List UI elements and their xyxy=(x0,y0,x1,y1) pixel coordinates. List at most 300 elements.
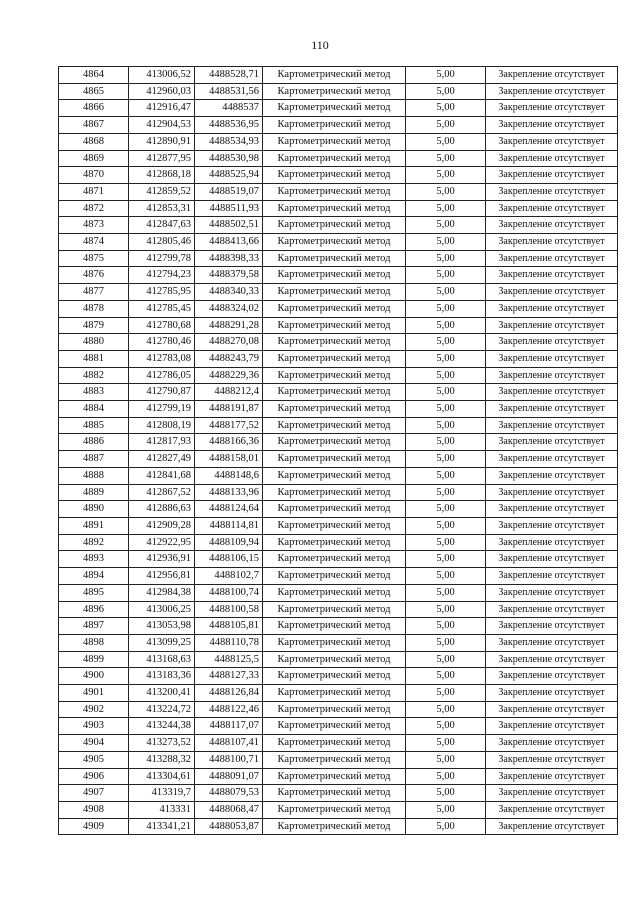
coordinate-y-cell: 4488243,79 xyxy=(195,350,263,367)
table-row xyxy=(59,668,618,685)
fixing-note-cell: Закрепление отсутствует xyxy=(486,183,618,200)
table-row xyxy=(59,334,618,351)
fixing-note-cell: Закрепление отсутствует xyxy=(486,67,618,84)
accuracy-cell: 5,00 xyxy=(406,618,486,635)
accuracy-cell: 5,00 xyxy=(406,651,486,668)
table-row xyxy=(59,217,618,234)
fixing-note-cell: Закрепление отсутствует xyxy=(486,150,618,167)
point-number-cell: 4874 xyxy=(59,234,129,251)
fixing-note-cell: Закрепление отсутствует xyxy=(486,735,618,752)
table-row xyxy=(59,267,618,284)
point-number-cell: 4873 xyxy=(59,217,129,234)
coordinate-y-cell: 4488100,74 xyxy=(195,584,263,601)
accuracy-cell: 5,00 xyxy=(406,300,486,317)
coordinate-x-cell: 412808,19 xyxy=(129,417,195,434)
method-cell: Картометрический метод xyxy=(263,217,406,234)
accuracy-cell: 5,00 xyxy=(406,367,486,384)
point-number-cell: 4887 xyxy=(59,451,129,468)
point-number-cell: 4904 xyxy=(59,735,129,752)
coordinate-x-cell: 413200,41 xyxy=(129,685,195,702)
accuracy-cell: 5,00 xyxy=(406,317,486,334)
table-row xyxy=(59,250,618,267)
method-cell: Картометрический метод xyxy=(263,467,406,484)
point-number-cell: 4890 xyxy=(59,501,129,518)
fixing-note-cell: Закрепление отсутствует xyxy=(486,701,618,718)
method-cell: Картометрический метод xyxy=(263,634,406,651)
table-row xyxy=(59,67,618,84)
coordinate-x-cell: 413183,36 xyxy=(129,668,195,685)
point-number-cell: 4876 xyxy=(59,267,129,284)
table-row xyxy=(59,685,618,702)
method-cell: Картометрический метод xyxy=(263,551,406,568)
fixing-note-cell: Закрепление отсутствует xyxy=(486,801,618,818)
point-number-cell: 4908 xyxy=(59,801,129,818)
method-cell: Картометрический метод xyxy=(263,534,406,551)
fixing-note-cell: Закрепление отсутствует xyxy=(486,350,618,367)
table-row xyxy=(59,701,618,718)
fixing-note-cell: Закрепление отсутствует xyxy=(486,234,618,251)
accuracy-cell: 5,00 xyxy=(406,83,486,100)
method-cell: Картометрический метод xyxy=(263,801,406,818)
coordinate-y-cell: 4488127,33 xyxy=(195,668,263,685)
table-row xyxy=(59,300,618,317)
coordinate-x-cell: 412956,81 xyxy=(129,568,195,585)
coordinate-y-cell: 4488091,07 xyxy=(195,768,263,785)
coordinate-y-cell: 4488100,71 xyxy=(195,751,263,768)
point-number-cell: 4884 xyxy=(59,401,129,418)
method-cell: Картометрический метод xyxy=(263,183,406,200)
coordinate-x-cell: 412909,28 xyxy=(129,517,195,534)
table-row xyxy=(59,718,618,735)
method-cell: Картометрический метод xyxy=(263,350,406,367)
fixing-note-cell: Закрепление отсутствует xyxy=(486,133,618,150)
coordinate-x-cell: 413304,61 xyxy=(129,768,195,785)
coordinate-x-cell: 412780,68 xyxy=(129,317,195,334)
method-cell: Картометрический метод xyxy=(263,434,406,451)
coordinate-x-cell: 412799,19 xyxy=(129,401,195,418)
coordinate-x-cell: 412960,03 xyxy=(129,83,195,100)
coordinate-y-cell: 4488537 xyxy=(195,100,263,117)
table-row xyxy=(59,584,618,601)
point-number-cell: 4892 xyxy=(59,534,129,551)
fixing-note-cell: Закрепление отсутствует xyxy=(486,785,618,802)
table-row xyxy=(59,534,618,551)
accuracy-cell: 5,00 xyxy=(406,534,486,551)
fixing-note-cell: Закрепление отсутствует xyxy=(486,300,618,317)
coordinate-y-cell: 4488531,56 xyxy=(195,83,263,100)
table-row xyxy=(59,618,618,635)
coordinate-y-cell: 4488110,78 xyxy=(195,634,263,651)
coordinate-y-cell: 4488502,51 xyxy=(195,217,263,234)
point-number-cell: 4902 xyxy=(59,701,129,718)
coordinate-y-cell: 4488105,81 xyxy=(195,618,263,635)
method-cell: Картометрический метод xyxy=(263,234,406,251)
point-number-cell: 4896 xyxy=(59,601,129,618)
coordinate-y-cell: 4488340,33 xyxy=(195,284,263,301)
accuracy-cell: 5,00 xyxy=(406,584,486,601)
coordinate-y-cell: 4488229,36 xyxy=(195,367,263,384)
method-cell: Картометрический метод xyxy=(263,83,406,100)
accuracy-cell: 5,00 xyxy=(406,701,486,718)
method-cell: Картометрический метод xyxy=(263,401,406,418)
accuracy-cell: 5,00 xyxy=(406,150,486,167)
table-row xyxy=(59,651,618,668)
method-cell: Картометрический метод xyxy=(263,517,406,534)
method-cell: Картометрический метод xyxy=(263,584,406,601)
point-number-cell: 4885 xyxy=(59,417,129,434)
point-number-cell: 4882 xyxy=(59,367,129,384)
accuracy-cell: 5,00 xyxy=(406,167,486,184)
coordinate-y-cell: 4488398,33 xyxy=(195,250,263,267)
method-cell: Картометрический метод xyxy=(263,200,406,217)
table-row xyxy=(59,200,618,217)
method-cell: Картометрический метод xyxy=(263,768,406,785)
coordinate-x-cell: 413006,52 xyxy=(129,67,195,84)
fixing-note-cell: Закрепление отсутствует xyxy=(486,501,618,518)
coordinate-x-cell: 412847,63 xyxy=(129,217,195,234)
table-row xyxy=(59,133,618,150)
point-number-cell: 4870 xyxy=(59,167,129,184)
point-number-cell: 4869 xyxy=(59,150,129,167)
coordinate-y-cell: 4488102,7 xyxy=(195,568,263,585)
method-cell: Картометрический метод xyxy=(263,701,406,718)
fixing-note-cell: Закрепление отсутствует xyxy=(486,384,618,401)
coordinate-y-cell: 4488291,28 xyxy=(195,317,263,334)
method-cell: Картометрический метод xyxy=(263,117,406,134)
method-cell: Картометрический метод xyxy=(263,451,406,468)
method-cell: Картометрический метод xyxy=(263,484,406,501)
coordinate-x-cell: 412904,53 xyxy=(129,117,195,134)
accuracy-cell: 5,00 xyxy=(406,501,486,518)
coordinate-x-cell: 412890,91 xyxy=(129,133,195,150)
accuracy-cell: 5,00 xyxy=(406,718,486,735)
table-row xyxy=(59,367,618,384)
point-number-cell: 4895 xyxy=(59,584,129,601)
table-row xyxy=(59,284,618,301)
coordinate-x-cell: 413288,32 xyxy=(129,751,195,768)
fixing-note-cell: Закрепление отсутствует xyxy=(486,117,618,134)
table-row xyxy=(59,467,618,484)
table-row xyxy=(59,551,618,568)
coordinate-x-cell: 412783,08 xyxy=(129,350,195,367)
coordinate-y-cell: 4488177,52 xyxy=(195,417,263,434)
point-number-cell: 4891 xyxy=(59,517,129,534)
fixing-note-cell: Закрепление отсутствует xyxy=(486,401,618,418)
point-number-cell: 4909 xyxy=(59,818,129,835)
method-cell: Картометрический метод xyxy=(263,618,406,635)
coordinate-y-cell: 4488511,93 xyxy=(195,200,263,217)
accuracy-cell: 5,00 xyxy=(406,735,486,752)
table-row xyxy=(59,484,618,501)
method-cell: Картометрический метод xyxy=(263,284,406,301)
fixing-note-cell: Закрепление отсутствует xyxy=(486,718,618,735)
point-number-cell: 4898 xyxy=(59,634,129,651)
coordinate-y-cell: 4488122,46 xyxy=(195,701,263,718)
coordinate-x-cell: 412785,45 xyxy=(129,300,195,317)
fixing-note-cell: Закрепление отсутствует xyxy=(486,551,618,568)
coordinate-x-cell: 413168,63 xyxy=(129,651,195,668)
table-row xyxy=(59,501,618,518)
point-number-cell: 4881 xyxy=(59,350,129,367)
fixing-note-cell: Закрепление отсутствует xyxy=(486,217,618,234)
table-row xyxy=(59,83,618,100)
fixing-note-cell: Закрепление отсутствует xyxy=(486,768,618,785)
table-row xyxy=(59,100,618,117)
accuracy-cell: 5,00 xyxy=(406,634,486,651)
method-cell: Картометрический метод xyxy=(263,367,406,384)
point-number-cell: 4880 xyxy=(59,334,129,351)
coordinate-x-cell: 412922,95 xyxy=(129,534,195,551)
coordinate-x-cell: 412859,52 xyxy=(129,183,195,200)
accuracy-cell: 5,00 xyxy=(406,217,486,234)
method-cell: Картометрический метод xyxy=(263,300,406,317)
table-row xyxy=(59,818,618,835)
point-number-cell: 4886 xyxy=(59,434,129,451)
accuracy-cell: 5,00 xyxy=(406,801,486,818)
accuracy-cell: 5,00 xyxy=(406,350,486,367)
point-number-cell: 4883 xyxy=(59,384,129,401)
coordinate-x-cell: 412786,05 xyxy=(129,367,195,384)
point-number-cell: 4894 xyxy=(59,568,129,585)
accuracy-cell: 5,00 xyxy=(406,284,486,301)
point-number-cell: 4864 xyxy=(59,67,129,84)
table-row xyxy=(59,785,618,802)
coordinate-x-cell: 412841,68 xyxy=(129,467,195,484)
method-cell: Картометрический метод xyxy=(263,267,406,284)
fixing-note-cell: Закрепление отсутствует xyxy=(486,451,618,468)
table-row xyxy=(59,434,618,451)
coordinate-x-cell: 412780,46 xyxy=(129,334,195,351)
coordinate-x-cell: 412867,52 xyxy=(129,484,195,501)
accuracy-cell: 5,00 xyxy=(406,384,486,401)
point-number-cell: 4871 xyxy=(59,183,129,200)
fixing-note-cell: Закрепление отсутствует xyxy=(486,367,618,384)
coordinate-y-cell: 4488324,02 xyxy=(195,300,263,317)
accuracy-cell: 5,00 xyxy=(406,517,486,534)
coordinate-y-cell: 4488158,01 xyxy=(195,451,263,468)
method-cell: Картометрический метод xyxy=(263,601,406,618)
accuracy-cell: 5,00 xyxy=(406,668,486,685)
table-row xyxy=(59,150,618,167)
coordinate-y-cell: 4488126,84 xyxy=(195,685,263,702)
method-cell: Картометрический метод xyxy=(263,250,406,267)
method-cell: Картометрический метод xyxy=(263,384,406,401)
accuracy-cell: 5,00 xyxy=(406,200,486,217)
accuracy-cell: 5,00 xyxy=(406,818,486,835)
accuracy-cell: 5,00 xyxy=(406,267,486,284)
table-row xyxy=(59,451,618,468)
point-number-cell: 4877 xyxy=(59,284,129,301)
coordinate-x-cell: 413053,98 xyxy=(129,618,195,635)
coordinate-y-cell: 4488528,71 xyxy=(195,67,263,84)
fixing-note-cell: Закрепление отсутствует xyxy=(486,685,618,702)
coordinate-y-cell: 4488413,66 xyxy=(195,234,263,251)
point-number-cell: 4907 xyxy=(59,785,129,802)
coordinate-x-cell: 412817,93 xyxy=(129,434,195,451)
fixing-note-cell: Закрепление отсутствует xyxy=(486,601,618,618)
accuracy-cell: 5,00 xyxy=(406,100,486,117)
fixing-note-cell: Закрепление отсутствует xyxy=(486,267,618,284)
fixing-note-cell: Закрепление отсутствует xyxy=(486,584,618,601)
point-number-cell: 4865 xyxy=(59,83,129,100)
fixing-note-cell: Закрепление отсутствует xyxy=(486,634,618,651)
accuracy-cell: 5,00 xyxy=(406,434,486,451)
method-cell: Картометрический метод xyxy=(263,568,406,585)
table-row xyxy=(59,768,618,785)
coordinate-y-cell: 4488270,08 xyxy=(195,334,263,351)
accuracy-cell: 5,00 xyxy=(406,467,486,484)
accuracy-cell: 5,00 xyxy=(406,334,486,351)
accuracy-cell: 5,00 xyxy=(406,568,486,585)
coordinate-x-cell: 412936,91 xyxy=(129,551,195,568)
coordinate-y-cell: 4488133,96 xyxy=(195,484,263,501)
coordinate-y-cell: 4488166,36 xyxy=(195,434,263,451)
coordinate-x-cell: 412794,23 xyxy=(129,267,195,284)
method-cell: Картометрический метод xyxy=(263,133,406,150)
point-number-cell: 4897 xyxy=(59,618,129,635)
table-row xyxy=(59,568,618,585)
coordinate-x-cell: 412827,49 xyxy=(129,451,195,468)
point-number-cell: 4905 xyxy=(59,751,129,768)
method-cell: Картометрический метод xyxy=(263,685,406,702)
coordinate-y-cell: 4488114,81 xyxy=(195,517,263,534)
coordinate-x-cell: 412785,95 xyxy=(129,284,195,301)
coordinate-y-cell: 4488106,15 xyxy=(195,551,263,568)
coordinate-y-cell: 4488100,58 xyxy=(195,601,263,618)
coordinates-table xyxy=(58,66,618,835)
accuracy-cell: 5,00 xyxy=(406,250,486,267)
coordinate-y-cell: 4488148,6 xyxy=(195,467,263,484)
accuracy-cell: 5,00 xyxy=(406,234,486,251)
accuracy-cell: 5,00 xyxy=(406,117,486,134)
fixing-note-cell: Закрепление отсутствует xyxy=(486,484,618,501)
coordinate-x-cell: 412886,63 xyxy=(129,501,195,518)
fixing-note-cell: Закрепление отсутствует xyxy=(486,751,618,768)
accuracy-cell: 5,00 xyxy=(406,484,486,501)
point-number-cell: 4866 xyxy=(59,100,129,117)
point-number-cell: 4888 xyxy=(59,467,129,484)
table-row xyxy=(59,417,618,434)
page-number: 110 xyxy=(311,38,329,52)
coordinate-y-cell: 4488519,07 xyxy=(195,183,263,200)
fixing-note-cell: Закрепление отсутствует xyxy=(486,434,618,451)
table-row xyxy=(59,183,618,200)
coordinate-x-cell: 412877,95 xyxy=(129,150,195,167)
coordinate-y-cell: 4488212,4 xyxy=(195,384,263,401)
accuracy-cell: 5,00 xyxy=(406,685,486,702)
point-number-cell: 4906 xyxy=(59,768,129,785)
fixing-note-cell: Закрепление отсутствует xyxy=(486,618,618,635)
table-row xyxy=(59,634,618,651)
method-cell: Картометрический метод xyxy=(263,417,406,434)
coordinate-x-cell: 413331 xyxy=(129,801,195,818)
method-cell: Картометрический метод xyxy=(263,67,406,84)
method-cell: Картометрический метод xyxy=(263,317,406,334)
accuracy-cell: 5,00 xyxy=(406,401,486,418)
fixing-note-cell: Закрепление отсутствует xyxy=(486,818,618,835)
method-cell: Картометрический метод xyxy=(263,167,406,184)
fixing-note-cell: Закрепление отсутствует xyxy=(486,651,618,668)
fixing-note-cell: Закрепление отсутствует xyxy=(486,517,618,534)
point-number-cell: 4903 xyxy=(59,718,129,735)
method-cell: Картометрический метод xyxy=(263,501,406,518)
method-cell: Картометрический метод xyxy=(263,150,406,167)
table-row xyxy=(59,167,618,184)
coordinate-x-cell: 412916,47 xyxy=(129,100,195,117)
accuracy-cell: 5,00 xyxy=(406,785,486,802)
table-row xyxy=(59,234,618,251)
coordinate-y-cell: 4488525,94 xyxy=(195,167,263,184)
coordinate-x-cell: 413224,72 xyxy=(129,701,195,718)
fixing-note-cell: Закрепление отсутствует xyxy=(486,250,618,267)
accuracy-cell: 5,00 xyxy=(406,768,486,785)
coordinate-x-cell: 413273,52 xyxy=(129,735,195,752)
fixing-note-cell: Закрепление отсутствует xyxy=(486,334,618,351)
method-cell: Картометрический метод xyxy=(263,818,406,835)
table-body xyxy=(59,67,618,835)
coordinate-x-cell: 412853,31 xyxy=(129,200,195,217)
table-row xyxy=(59,517,618,534)
fixing-note-cell: Закрепление отсутствует xyxy=(486,417,618,434)
fixing-note-cell: Закрепление отсутствует xyxy=(486,167,618,184)
fixing-note-cell: Закрепление отсутствует xyxy=(486,568,618,585)
table-row xyxy=(59,735,618,752)
coordinate-y-cell: 4488107,41 xyxy=(195,735,263,752)
coordinate-x-cell: 412799,78 xyxy=(129,250,195,267)
table-row xyxy=(59,317,618,334)
coordinate-x-cell: 413099,25 xyxy=(129,634,195,651)
coordinate-x-cell: 412984,38 xyxy=(129,584,195,601)
coordinate-x-cell: 412868,18 xyxy=(129,167,195,184)
coordinate-x-cell: 413006,25 xyxy=(129,601,195,618)
point-number-cell: 4875 xyxy=(59,250,129,267)
method-cell: Картометрический метод xyxy=(263,751,406,768)
accuracy-cell: 5,00 xyxy=(406,451,486,468)
fixing-note-cell: Закрепление отсутствует xyxy=(486,317,618,334)
point-number-cell: 4868 xyxy=(59,133,129,150)
fixing-note-cell: Закрепление отсутствует xyxy=(486,200,618,217)
accuracy-cell: 5,00 xyxy=(406,551,486,568)
method-cell: Картометрический метод xyxy=(263,718,406,735)
accuracy-cell: 5,00 xyxy=(406,751,486,768)
method-cell: Картометрический метод xyxy=(263,668,406,685)
fixing-note-cell: Закрепление отсутствует xyxy=(486,668,618,685)
point-number-cell: 4893 xyxy=(59,551,129,568)
table-row xyxy=(59,350,618,367)
point-number-cell: 4901 xyxy=(59,685,129,702)
point-number-cell: 4900 xyxy=(59,668,129,685)
accuracy-cell: 5,00 xyxy=(406,601,486,618)
point-number-cell: 4879 xyxy=(59,317,129,334)
point-number-cell: 4867 xyxy=(59,117,129,134)
method-cell: Картометрический метод xyxy=(263,651,406,668)
fixing-note-cell: Закрепление отсутствует xyxy=(486,534,618,551)
fixing-note-cell: Закрепление отсутствует xyxy=(486,284,618,301)
fixing-note-cell: Закрепление отсутствует xyxy=(486,83,618,100)
coordinate-y-cell: 4488530,98 xyxy=(195,150,263,167)
table-row xyxy=(59,384,618,401)
accuracy-cell: 5,00 xyxy=(406,417,486,434)
point-number-cell: 4872 xyxy=(59,200,129,217)
coordinate-y-cell: 4488125,5 xyxy=(195,651,263,668)
coordinate-y-cell: 4488379,58 xyxy=(195,267,263,284)
method-cell: Картометрический метод xyxy=(263,785,406,802)
coordinate-x-cell: 413341,21 xyxy=(129,818,195,835)
coordinate-x-cell: 412790,87 xyxy=(129,384,195,401)
coordinate-y-cell: 4488536,95 xyxy=(195,117,263,134)
coordinate-x-cell: 413319,7 xyxy=(129,785,195,802)
table-row xyxy=(59,751,618,768)
